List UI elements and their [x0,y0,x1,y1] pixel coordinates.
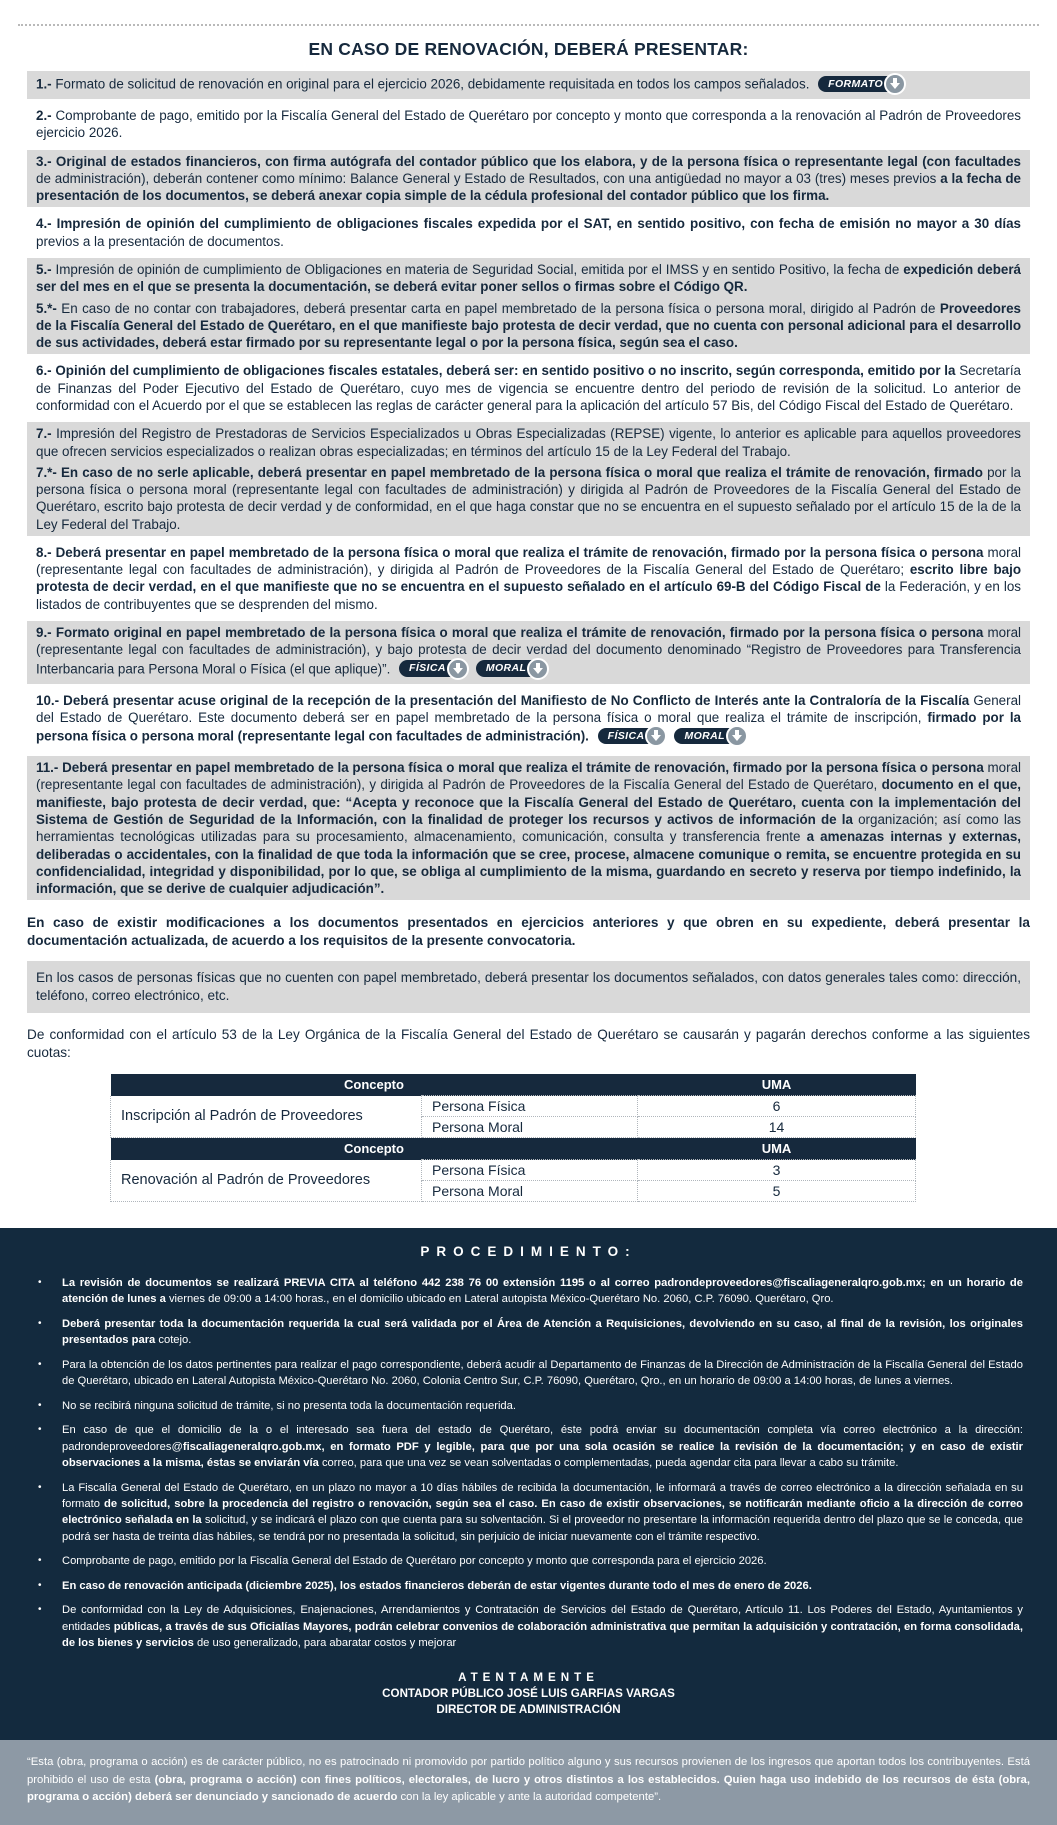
text-segment: de administración), deberán contener como mínimo: Balance General y Estado de Resultados, con una antigüedad no mayor a 03 (tres) meses previos [36,170,941,186]
procedure-section [0,1228,1057,1740]
download-badge-moral[interactable] [674,725,748,747]
fees-header-uma: UMA [638,1138,916,1160]
bullet-dot-icon: • [38,1604,42,1616]
text-segment: Proveedores de la Fiscalía General del Estado de Querétaro, en el que manifieste bajo protesta de decir verdad, que no cuenta con personal adicional para el desarrollo de sus actividades, deberá estar firmado por su representante legal o por la persona física, según sea el caso. [36,300,1021,351]
bullet-text [62,1578,1023,1594]
fees-row [111,1160,916,1181]
fees-concept-cell: Renovación al Padrón de Proveedores [111,1160,422,1202]
text-segment: de solicitud, sobre la procedencia del registro o renovación, según sea el caso. En caso de existir observaciones, se notificarán mediante oficio a la dirección de correo electrónico señalada en la [62,1498,1023,1527]
requirement-item [36,74,1021,96]
text-segment: a la fecha de presentación de los documentos, se deberá anexar copia simple de la cédula profesional del contador público que los firma. [36,170,1021,204]
requirement-item [36,544,1021,613]
requirement-group [27,541,1030,616]
requirement-group [27,150,1030,208]
text-segment: expedición deberá ser del mes en el que se presenta la documentación, se deberá evitar poner sellos o firmas sobre el Código QR. [36,261,1021,295]
text-segment: públicas, a través de sus Oficialías Mayores, podrán celebrar convenios de colaboración administrativa que permitan la adquisición y contratación, en forma consolidada, de los bienes y servicios [62,1620,1023,1650]
bullet-dot-icon: • [38,1481,42,1493]
fees-person-cell: Persona Moral [422,1181,638,1202]
fees-header-row [111,1074,916,1096]
text-segment: Secretaría de Finanzas del Poder Ejecutivo del Estado de Querétaro, cuyo mes de vigencia se encuentre dentro del periodo de revisión de la solicitud. Lo anterior de conformidad con el Acuerdo por el que se establecen las reglas de carácter general para la aplicación del artículo 57 Bis, del Código Fiscal del Estado de Querétaro. [36,363,1021,413]
procedure-bullet [38,1578,1023,1594]
text-segment: la Federación, y en los listados de contribuyentes que se desprenden del mismo. [36,579,1021,612]
note-paragraph-modifications: En caso de existir modificaciones a los documentos presentados en ejercicios anteriores y que obren en su expediente, deberá presentar la documentación actualizada, de acuerdo a los requisitos de la presente convocatoria. [27,915,1030,949]
requirement-item [36,261,1021,296]
text-segment: La Fiscalía General del Estado de Querétaro, en un plazo no mayor a 10 días hábiles de recibida la documentación, le informará a través de correo electrónico a la dirección señalada en su formato [62,1481,1023,1511]
bullet-dot-icon: • [38,1399,42,1411]
requirement-group [27,104,1030,145]
text-segment: 4.- Impresión de opinión del cumplimiento de obligaciones fiscales expedida por el SAT, en sentido positivo, con fecha de emisión no mayor a 30 días [36,216,1021,232]
fees-header-concept: Concepto [111,1138,638,1160]
bullet-text [62,1480,1023,1546]
requirement-item [36,624,1021,681]
text-segment: con la ley aplicable y ante la autoridad competente”. [400,1791,662,1804]
bullet-dot-icon: • [38,1277,42,1289]
note-paragraph-letterhead: En los casos de personas físicas que no cuenten con papel membretado, deberá presentar los documentos señalados, con datos generales tales como: dirección, teléfono, correo electrónico, etc. [27,961,1030,1013]
text-segment: No se recibirá ninguna solicitud de trámite, si no presenta toda la documentación requerida. [62,1399,516,1412]
text-segment: La revisión de documentos se realizará PREVIA CITA al teléfono 442 238 76 00 extensión 1195 o al correo padrondeproveedores@fiscaliageneralqro.gob.mx; en un horario de atención de lunes a [62,1277,1023,1306]
requirement-group [27,689,1030,752]
download-badge-moral[interactable] [476,658,550,680]
badge-label: FÍSICA [598,728,659,745]
signature-salutation: ATENTAMENTE [458,1670,599,1684]
fees-header-uma: UMA [638,1074,916,1096]
requirement-item [36,107,1021,142]
requirement-item [36,759,1021,897]
bullet-text [62,1553,1023,1569]
procedure-bullet [38,1553,1023,1569]
requirement-group [27,756,1030,900]
text-segment: Comprobante de pago, emitido por la Fiscalía General del Estado de Querétaro por concepto y monto que corresponda para el ejercicio 2026. [62,1555,767,1568]
page-title: EN CASO DE RENOVACIÓN, DEBERÁ PRESENTAR: [308,39,749,59]
requirement-group [27,422,1030,536]
text-segment: 10.- Deberá presentar acuse original de la recepción de la presentación del Manifiesto de No Conflicto de Interés ante la Contraloría de la Fiscalía [36,692,974,708]
requirement-item [36,215,1021,250]
requirement-group [27,621,1030,684]
text-segment: organización; así como las herramientas tecnológicas utilizadas para su procesamiento, almacenamiento, comunicación, consulta y transferencia frente [36,812,1021,845]
footer-disclaimer [0,1740,1057,1825]
procedure-bullet [38,1357,1023,1390]
text-segment: 11.- Deberá presentar en papel membretado de la persona física o moral que realiza el trámite de renovación, firmado por la persona física o persona [36,760,988,776]
procedure-bullet [38,1275,1023,1308]
procedure-bullet [38,1422,1023,1471]
procedure-title: PROCEDIMIENTO: [420,1244,637,1260]
requirement-group [27,212,1030,253]
requirements-list [27,71,1030,905]
fees-person-cell: Persona Física [422,1096,638,1117]
text-segment: Comprobante de pago, emitido por la Fiscalía General del Estado de Querétaro por concepto y monto que corresponda a la renovación al Padrón de Proveedores ejercicio 2026. [36,108,1021,141]
download-badge-fisica[interactable] [399,658,469,680]
bullet-dot-icon: • [38,1317,42,1329]
text-segment: 8.- Deberá presentar en papel membretado de la persona física o moral que realiza el trámite de renovación, firmado por la persona física o persona [36,544,988,560]
text-segment: documento en el que, manifieste, bajo protesta de decir verdad, que: “Acepta y reconoce que la Fiscalía General del Estado de Querétaro, cuenta con la implementación del Sistema de Gestión de Seguridad de la Información, con la finalidad de proteger los recursos y activos de información de la [36,777,1022,827]
text-segment: Deberá presentar toda la documentación requerida la cual será validada por el Área de Atención a Requisiciones, devolviendo en su caso, al final de la revisión, los originales presentados para [62,1317,1023,1347]
badge-label: MORAL [674,728,739,745]
text-segment: Impresión del Registro de Prestadoras de Servicios Especializados u Obras Especializadas (REPSE) vigente, lo anterior es aplicable para aquellos proveedores que ofrecen servicios especializados o realizan obras especializadas; en términos del artículo 15 de la Ley Federal del Trabajo. [36,426,1021,459]
download-icon [726,725,748,747]
fees-uma-cell: 3 [638,1160,916,1181]
procedure-bullet [38,1316,1023,1349]
bullet-text [62,1398,1023,1414]
fees-uma-cell: 14 [638,1117,916,1138]
fees-uma-cell: 6 [638,1096,916,1117]
fees-header-concept: Concepto [111,1074,638,1096]
text-segment: fiscaliageneralqro.gob.mx, en formato PDF y legible, para que por una sola ocasión se realice la revisión de la documentación; y en caso de existir observaciones a la misma, éstas se enviarán vía [62,1440,1023,1470]
text-segment: 2.- [36,108,56,123]
download-icon [884,73,906,95]
top-dotted-divider [18,24,1039,26]
procedure-bullet-list [0,1275,1057,1652]
text-segment: “Esta (obra, programa o acción) es de carácter público, no es patrocinado ni promovido por partido político alguno y sus recursos provienen de los ingresos que aportan todos los contribuyentes. Está prohibido el uso de esta [27,1756,1030,1786]
bullet-dot-icon: • [38,1424,42,1436]
text-segment: 1.- [36,76,56,92]
procedure-bullet [38,1480,1023,1546]
requirement-item [36,362,1021,414]
text-segment: En caso de renovación anticipada (diciembre 2025), los estados financieros deberán de estar vigentes durante todo el mes de enero de 2026. [62,1579,812,1592]
text-segment: Impresión de opinión de cumplimiento de Obligaciones en materia de Seguridad Social, emitida por el IMSS y en sentido Positivo, la fecha de [55,261,904,277]
text-segment: firmado por la persona física o persona moral (representante legal con facultades de administración). [36,709,1021,744]
text-segment: moral (representante legal con facultades de administración), y bajo protesta de decir verdad del documento denominado “Registro de Proveedores para Transferencia Interbancaria para Persona Moral o Física (el que aplique)”. [36,625,1021,677]
download-icon [527,658,549,680]
text-segment: 5.*- [36,300,62,316]
requirement-item [36,692,1021,749]
text-segment: 7.*- En caso de no serle aplicable, deberá presentar en papel membretado de la persona física o moral que realiza el trámite de renovación, firmado [36,464,988,480]
text-segment: De conformidad con la Ley de Adquisiciones, Enajenaciones, Arrendamientos y Contratación de Servicios del Estado de Querétaro, Artículo 11. Los Poderes del Estado, Ayuntamientos y entidades [62,1604,1023,1633]
text-segment: escrito libre bajo protesta de decir verdad, en el que manifieste que no se encuentra en el supuesto señalado en el artículo 69-B del Código Fiscal de [36,562,1022,595]
requirement-item [36,425,1021,460]
badge-label: FORMATO [818,76,897,93]
bullet-text [62,1316,1023,1349]
requirement-item [36,464,1021,533]
signature-role: DIRECTOR DE ADMINISTRACIÓN [436,1703,621,1717]
text-segment: correo, para que una vez se vean solventadas o complementadas, pueda agendar cita para llevar a cabo su trámite. [321,1457,899,1470]
procedure-bullet [38,1602,1023,1651]
download-badge-fisica[interactable] [598,725,668,747]
text-segment: moral (representante legal con facultades de administración), y dirigida al Padrón de Proveedores de la Fiscalía General del Estado de Querétaro, [36,760,1021,793]
text-segment: 6.- Opinión del cumplimiento de obligaciones fiscales estatales, deberá ser: en sentido positivo o no inscrito, según corresponda, emitido por la [36,363,960,379]
text-segment: 5.- [36,261,56,277]
text-segment: General del Estado de Querétaro. Este documento deberá ser en papel membretado de la persona física o moral que realiza el trámite de inscripción, [36,692,1021,725]
requirement-item [36,300,1021,352]
bullet-text [62,1602,1023,1651]
procedure-bullet [38,1398,1023,1414]
text-segment: viernes de 09:00 a 14:00 horas., en el domicilio ubicado en Lateral autopista México-Querétaro No. 2060, C.P. 76090. Querétaro, Qro. [168,1293,834,1306]
bullet-text [62,1422,1023,1471]
bullet-dot-icon: • [38,1579,42,1591]
download-icon [447,658,469,680]
text-segment: 9.- Formato original en papel membretado de la persona física o moral que realiza el trámite de renovación, firmado por la persona física o persona [36,625,988,641]
bullet-dot-icon: • [38,1555,42,1567]
fees-table [110,1074,916,1202]
fees-person-cell: Persona Moral [422,1117,638,1138]
bullet-text [62,1275,1023,1308]
text-segment: (obra, programa o acción) con fines políticos, electorales, de lucro y otros distintos a los establecidos. Quien haga uso indebido de los recursos de ésta (obra, programa o acción) deberá ser denunciado y sancionado de acuerdo [27,1773,1030,1804]
text-segment: En caso de que el domicilio de la o el interesado sea fuera del estado de Querétaro, éste podrá enviar su documentación completa vía correo electrónico a la dirección: padrondeproveedores@ [62,1424,1023,1453]
text-segment: 7.- [36,426,57,442]
fees-header-row [111,1138,916,1160]
download-badge-formato[interactable] [818,73,906,95]
bullet-dot-icon: • [38,1358,42,1370]
text-segment: En caso de no contar con trabajadores, deberá presentar carta en papel membretado de la persona física o persona moral, dirigido al Padrón de [61,300,940,316]
text-segment: a amenazas internas y externas, deliberadas o accidentales, con la finalidad de que toda la información que se cree, procese, almacene comunique o remita, se encuentre protegida en su confidencialidad, integridad y disponibilidad, por lo que, se obliga al cumplimiento de la misma, guardando en secreto y reserva por tiempo indefinido, la información, que se derive de cualquier adjudicación”. [36,829,1021,897]
bullet-text [62,1357,1023,1390]
text-segment: Formato de solicitud de renovación en original para el ejercicio 2026, debidamente requisitada en todos los campos señalados. [55,76,814,92]
requirement-group [27,71,1030,99]
badge-label: MORAL [476,660,541,677]
signature-block [0,1670,1057,1719]
text-segment: previos a la presentación de documentos. [36,233,284,249]
text-segment: de uso generalizado, para abaratar costos y mejorar [196,1637,457,1650]
text-segment: cotejo. [158,1334,192,1347]
text-segment: por la persona física o persona moral (representante legal con facultades de administración) y dirigida al Padrón de Proveedores de la Fiscalía General del Estado de Querétaro, escrito bajo protesta de decir verdad y de conformidad, en el que haga constar que no se encuentra en el supuesto señalado por el artículo 15 de la de la Ley Federal del Trabajo. [36,464,1021,532]
badge-label: FÍSICA [399,660,460,677]
text-segment: moral (representante legal con facultades de administración), y dirigida al Padrón de Proveedores de la Fiscalía General del Estado de Querétaro; [36,544,1021,578]
signature-name: CONTADOR PÚBLICO JOSÉ LUIS GARFIAS VARGAS [382,1686,675,1700]
fees-intro-paragraph: De conformidad con el artículo 53 de la Ley Orgánica de la Fiscalía General del Estado de Querétaro se causarán y pagarán derechos conforme a las siguientes cuotas: [27,1027,1030,1061]
requirement-item [36,153,1021,205]
text-segment: solicitud, y se indicará el plazo con que cuenta para su solventación. Si el proveedor no presentare la información requerida dentro del plazo que se le conceda, que podrá ser hasta de treinta días hábiles, se tendrá por no presentada la solicitud, sin perjuicio de iniciar nuevamente con el trámite respectivo. [62,1514,1024,1543]
fees-uma-cell: 5 [638,1181,916,1202]
requirement-group [27,258,1030,354]
fees-concept-cell: Inscripción al Padrón de Proveedores [111,1096,422,1138]
download-icon [645,725,667,747]
fees-person-cell: Persona Física [422,1160,638,1181]
text-segment: 3.- Original de estados financieros, con firma autógrafa del contador público que los elabora, y de la persona física o representante legal (con facultades [36,153,1021,169]
text-segment: Para la obtención de los datos pertinentes para realizar el pago correspondiente, deberá acudir al Departamento de Finanzas de la Dirección de Administración de la Fiscalía General del Estado de Querétaro, ubicado en Lateral Autopista México-Querétaro No. 2060, Colonia Centro Sur, C.P. 76090, Querétaro, Qro., en un horario de 09:00 a 14:00 horas, de lunes a viernes. [62,1358,1023,1388]
fees-row [111,1096,916,1117]
requirement-group [27,359,1030,417]
